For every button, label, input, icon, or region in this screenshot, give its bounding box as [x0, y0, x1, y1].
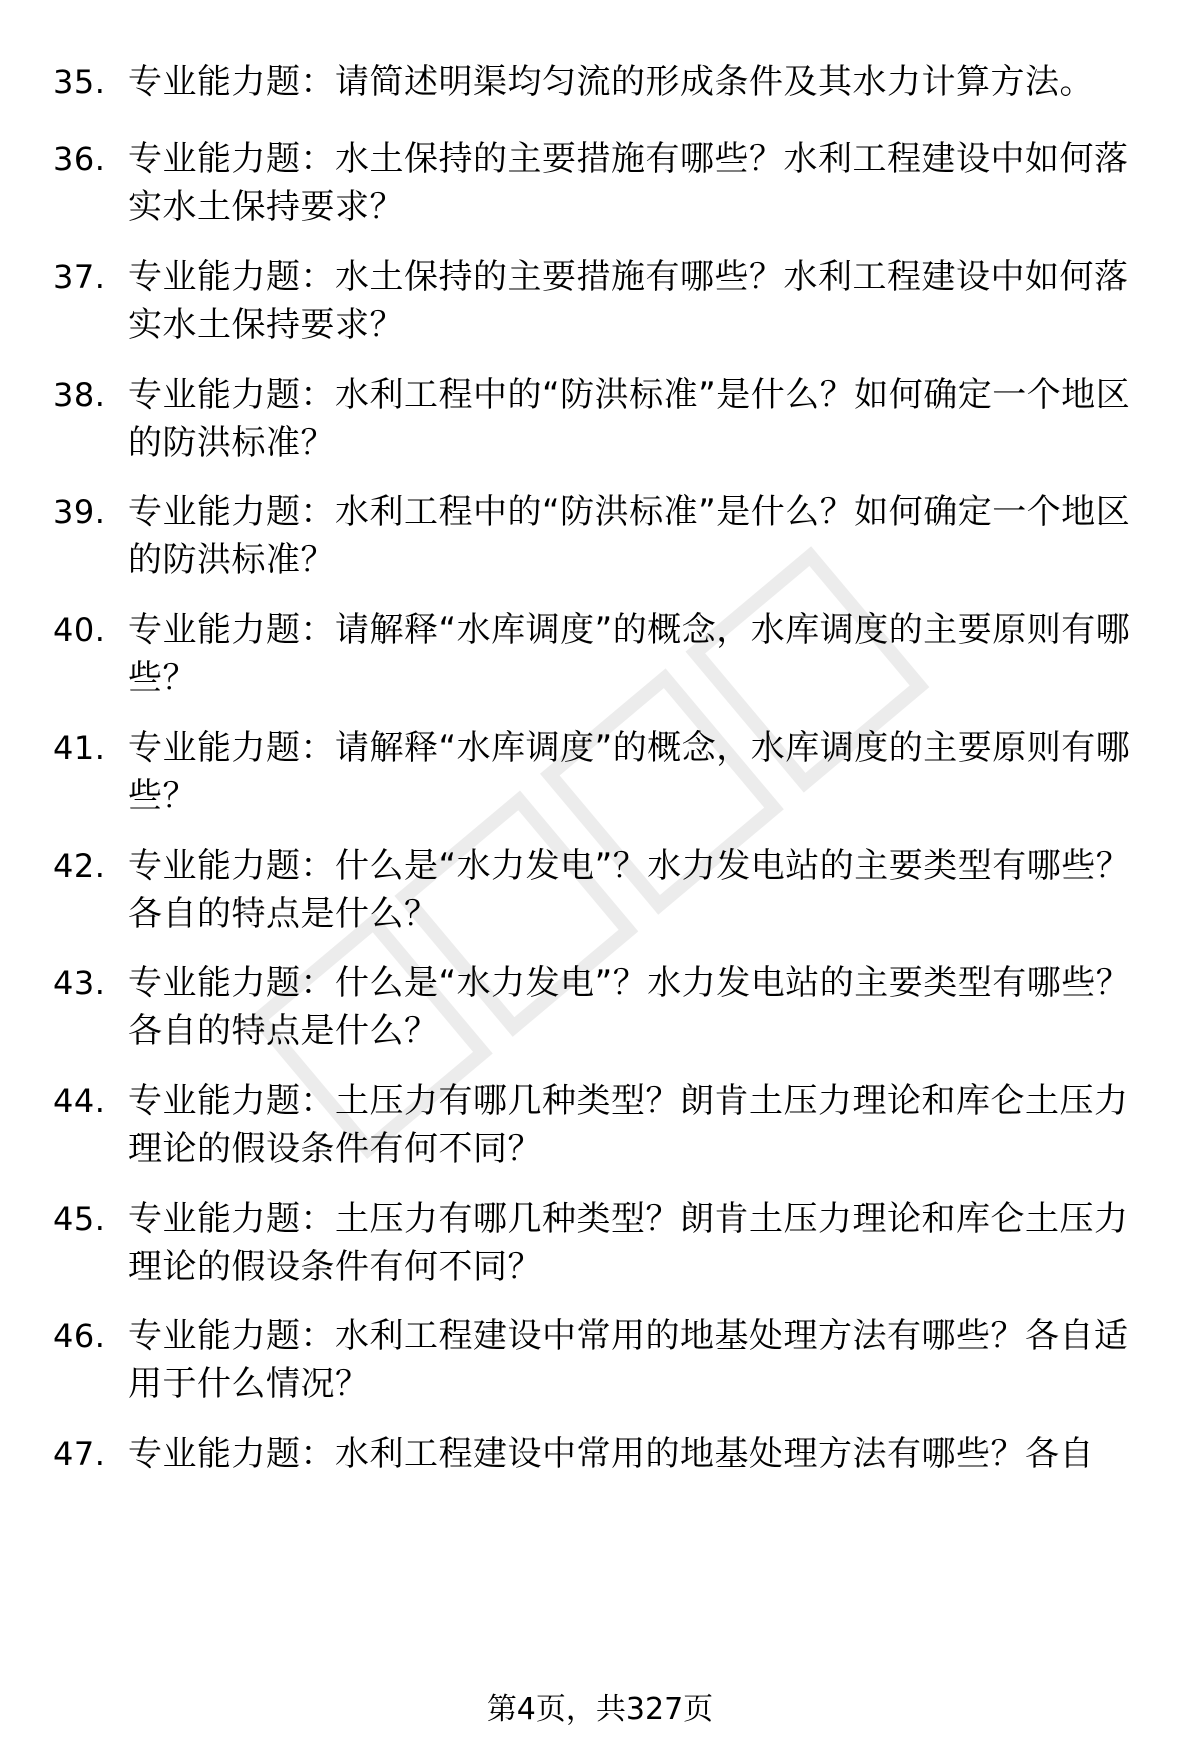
- question-text: 专业能力题：请解释“水库调度”的概念，水库调度的主要原则有哪些？: [128, 610, 1131, 698]
- question-number: 41.: [53, 729, 106, 767]
- question-text: 专业能力题：土压力有哪几种类型？朗肯土压力理论和库仑土压力理论的假设条件有何不同？: [128, 1081, 1129, 1169]
- question-number: 40.: [53, 611, 106, 649]
- question-text: 专业能力题：什么是“水力发电”？水力发电站的主要类型有哪些？各自的特点是什么？: [128, 846, 1131, 934]
- question-number: 46.: [53, 1317, 106, 1355]
- question-number: 44.: [53, 1082, 106, 1120]
- question-number: 39.: [53, 493, 106, 531]
- question-text: 专业能力题：水利工程中的“防洪标准”是什么？如何确定一个地区的防洪标准？: [128, 492, 1131, 580]
- question-text: 专业能力题：什么是“水力发电”？水力发电站的主要类型有哪些？各自的特点是什么？: [128, 963, 1131, 1051]
- question-number: 45.: [53, 1200, 106, 1238]
- question-number: 35.: [53, 63, 106, 101]
- question-number: 37.: [53, 258, 106, 296]
- question-text: 专业能力题：水利工程中的“防洪标准”是什么？如何确定一个地区的防洪标准？: [128, 375, 1131, 463]
- question-text: 专业能力题：水土保持的主要措施有哪些？水利工程建设中如何落实水土保持要求？: [128, 139, 1129, 227]
- question-number: 38.: [53, 376, 106, 414]
- question-text: 专业能力题：水利工程建设中常用的地基处理方法有哪些？各自适用于什么情况？: [128, 1316, 1129, 1404]
- question-text: 专业能力题：请解释“水库调度”的概念，水库调度的主要原则有哪些？: [128, 728, 1131, 816]
- question-text: 专业能力题：水土保持的主要措施有哪些？水利工程建设中如何落实水土保持要求？: [128, 257, 1129, 345]
- question-number: 36.: [53, 140, 106, 178]
- page-footer: 第4页，共327页: [486, 1692, 714, 1727]
- question-number: 42.: [53, 847, 106, 885]
- question-number: 47.: [53, 1435, 106, 1473]
- question-number: 43.: [53, 964, 106, 1002]
- question-text: 专业能力题：请简述明渠均匀流的形成条件及其水力计算方法。: [128, 62, 1094, 102]
- question-text: 专业能力题：土压力有哪几种类型？朗肯土压力理论和库仑土压力理论的假设条件有何不同？: [128, 1199, 1129, 1287]
- question-text: 专业能力题：水利工程建设中常用的地基处理方法有哪些？各自: [128, 1434, 1094, 1474]
